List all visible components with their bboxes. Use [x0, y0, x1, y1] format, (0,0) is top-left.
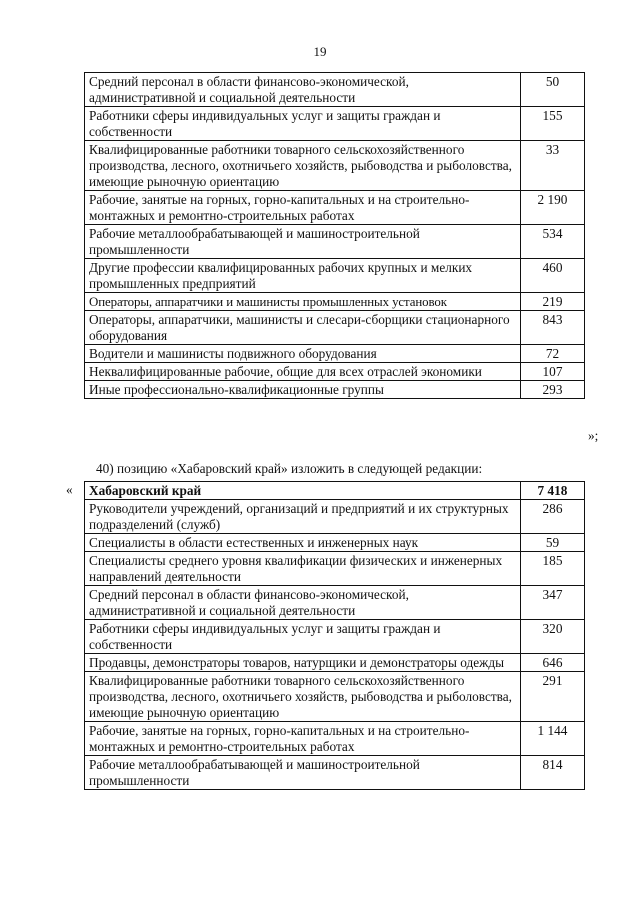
table-row [85, 654, 585, 672]
occupation-label: Руководители учреждений, организаций и предприятий и их структурных подразделений (служб) [85, 500, 521, 534]
occupation-table-continued [84, 72, 585, 399]
table-row [85, 191, 585, 225]
closing-quote-mark: »; [588, 428, 599, 443]
occupation-value: 286 [521, 500, 585, 534]
table-header-row [85, 482, 585, 500]
table-row [85, 756, 585, 790]
khabarovsk-table [84, 481, 585, 790]
occupation-value: 320 [521, 620, 585, 654]
occupation-label: Специалисты в области естественных и инженерных наук [85, 534, 521, 552]
occupation-label: Рабочие, занятые на горных, горно-капитальных и на строительно-монтажных и ремонтно-строительных работах [85, 191, 521, 225]
table-row [85, 73, 585, 107]
occupation-label: Операторы, аппаратчики и машинисты промышленных установок [85, 293, 521, 311]
occupation-value: 814 [521, 756, 585, 790]
occupation-label: Специалисты среднего уровня квалификации физических и инженерных направлений деятельности [85, 552, 521, 586]
table-row [85, 107, 585, 141]
region-total: 7 418 [521, 482, 585, 500]
occupation-value: 2 190 [521, 191, 585, 225]
table-row [85, 311, 585, 345]
occupation-label: Другие профессии квалифицированных рабочих крупных и мелких промышленных предприятий [85, 259, 521, 293]
table-row [85, 586, 585, 620]
opening-quote-mark: « [66, 482, 73, 497]
occupation-label: Работники сферы индивидуальных услуг и защиты граждан и собственности [85, 107, 521, 141]
table-row [85, 259, 585, 293]
occupation-label: Неквалифицированные рабочие, общие для всех отраслей экономики [85, 363, 521, 381]
occupation-value: 155 [521, 107, 585, 141]
occupation-label: Работники сферы индивидуальных услуг и защиты граждан и собственности [85, 620, 521, 654]
occupation-label: Иные профессионально-квалификационные группы [85, 381, 521, 399]
occupation-value: 291 [521, 672, 585, 722]
table-row [85, 345, 585, 363]
table-row [85, 534, 585, 552]
table-row [85, 500, 585, 534]
table-row [85, 552, 585, 586]
occupation-value: 843 [521, 311, 585, 345]
occupation-value: 50 [521, 73, 585, 107]
region-name: Хабаровский край [85, 482, 521, 500]
table-row [85, 363, 585, 381]
occupation-value: 293 [521, 381, 585, 399]
occupation-label: Средний персонал в области финансово-экономической, административной и социальной деятельности [85, 586, 521, 620]
occupation-value: 33 [521, 141, 585, 191]
table-row [85, 620, 585, 654]
occupation-value: 460 [521, 259, 585, 293]
occupation-label: Средний персонал в области финансово-экономической, административной и социальной деятельности [85, 73, 521, 107]
table-row [85, 293, 585, 311]
occupation-value: 646 [521, 654, 585, 672]
occupation-label: Водители и машинисты подвижного оборудования [85, 345, 521, 363]
occupation-value: 219 [521, 293, 585, 311]
occupation-label: Квалифицированные работники товарного сельскохозяйственного производства, лесного, охотничьего хозяйств, рыбоводства и рыболовства, имеющие рыночную ориентацию [85, 672, 521, 722]
occupation-value: 59 [521, 534, 585, 552]
table-row [85, 381, 585, 399]
occupation-label: Операторы, аппаратчики, машинисты и слесари-сборщики стационарного оборудования [85, 311, 521, 345]
table-row [85, 722, 585, 756]
occupation-value: 72 [521, 345, 585, 363]
occupation-label: Продавцы, демонстраторы товаров, натурщики и демонстраторы одежды [85, 654, 521, 672]
occupation-value: 1 144 [521, 722, 585, 756]
occupation-label: Рабочие, занятые на горных, горно-капитальных и на строительно-монтажных и ремонтно-строительных работах [85, 722, 521, 756]
occupation-value: 534 [521, 225, 585, 259]
page-number: 19 [313, 44, 327, 59]
table-row [85, 141, 585, 191]
occupation-label: Рабочие металлообрабатывающей и машиностроительной промышленности [85, 756, 521, 790]
occupation-value: 347 [521, 586, 585, 620]
occupation-value: 185 [521, 552, 585, 586]
table-row [85, 672, 585, 722]
occupation-value: 107 [521, 363, 585, 381]
occupation-label: Квалифицированные работники товарного сельскохозяйственного производства, лесного, охотничьего хозяйств, рыбоводства и рыболовства, имеющие рыночную ориентацию [85, 141, 521, 191]
table-row [85, 225, 585, 259]
amendment-instruction: 40) позицию «Хабаровский край» изложить в следующей редакции: [96, 461, 483, 476]
occupation-label: Рабочие металлообрабатывающей и машиностроительной промышленности [85, 225, 521, 259]
